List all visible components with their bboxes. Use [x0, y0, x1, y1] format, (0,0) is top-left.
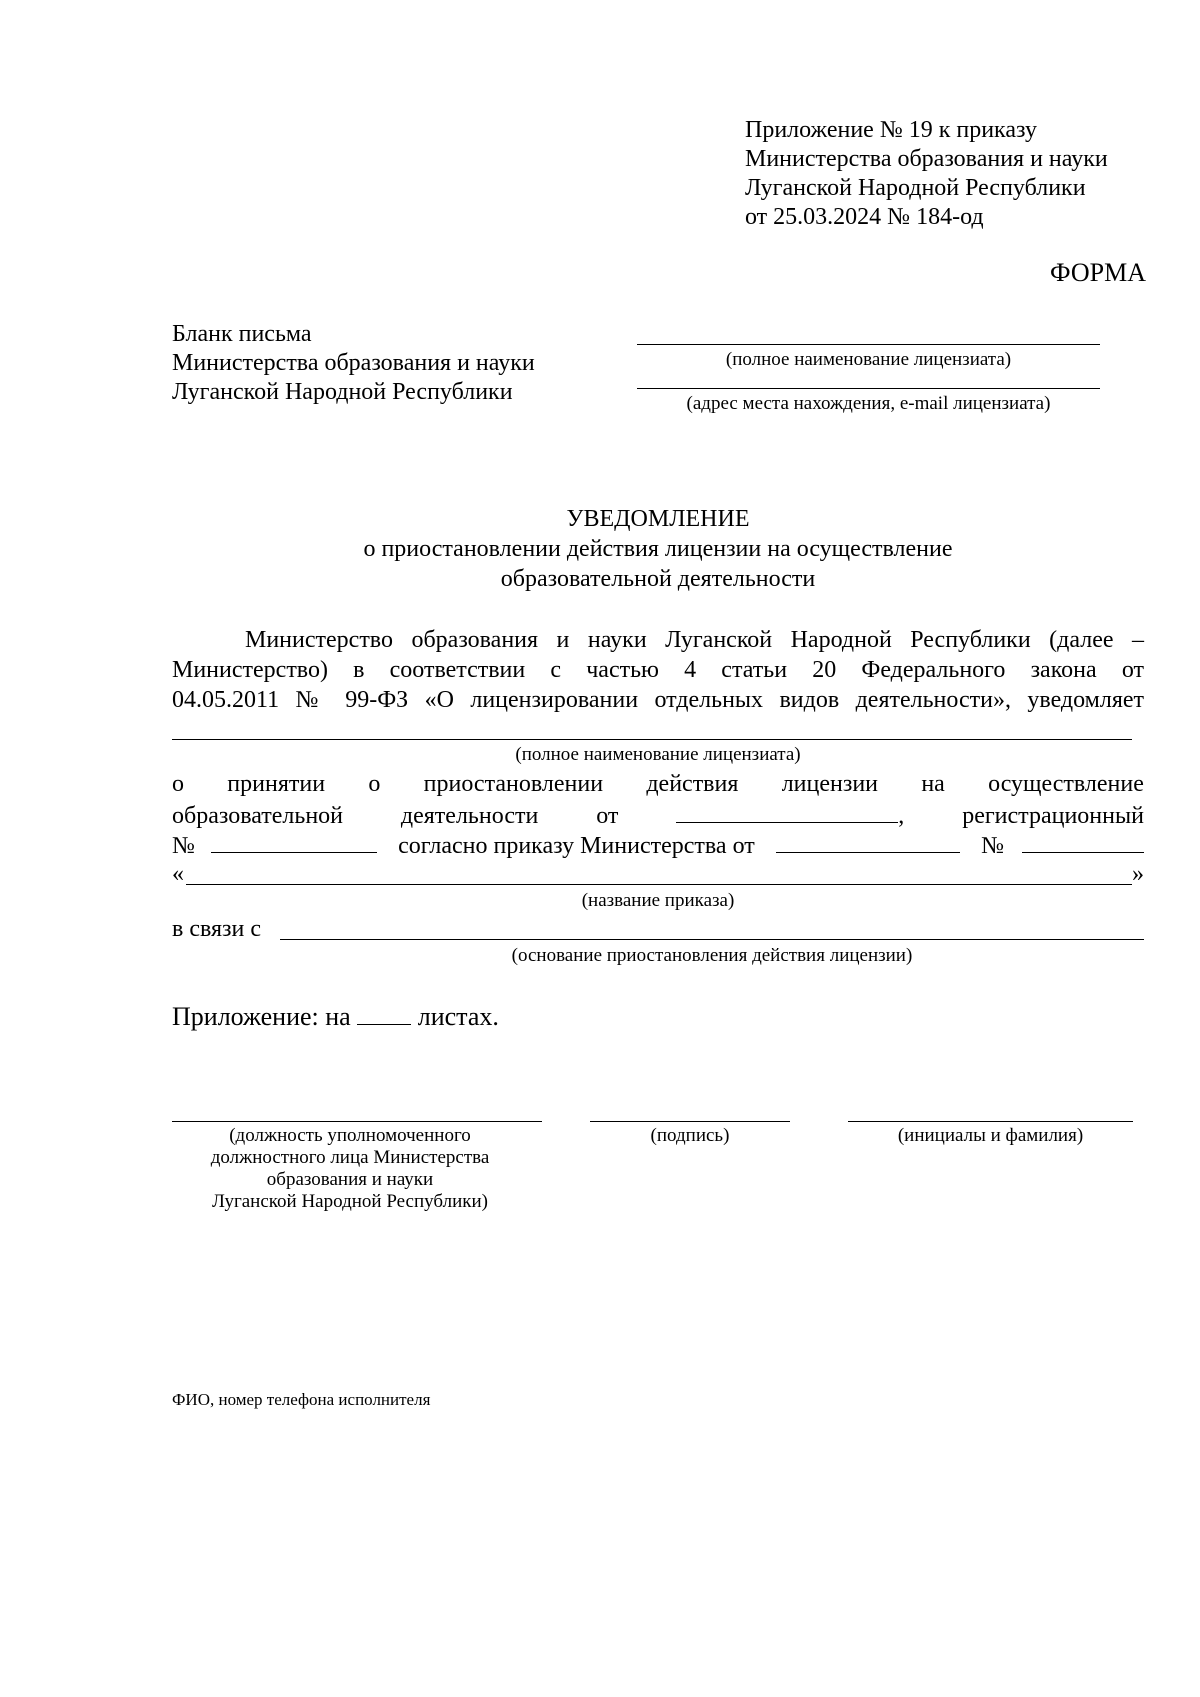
attachment-line	[172, 1000, 499, 1032]
name-line	[848, 1121, 1133, 1122]
body-line: 04.05.2011 № 99-ФЗ «О лицензировании отдельных видов деятельности», уведомляет	[172, 687, 1144, 713]
approval-line: от 25.03.2024 № 184-од	[745, 204, 984, 230]
body-word: образовательной	[172, 803, 343, 829]
licensee-name-line	[172, 739, 1132, 740]
approval-line: Луганской Народной Республики	[745, 175, 1086, 201]
letterhead-line: Министерства образования и науки	[172, 350, 535, 376]
signature-caption: (подпись)	[650, 1125, 730, 1146]
order-date-line	[776, 830, 960, 853]
recipient-name-caption: (полное наименование лицензиата)	[725, 349, 1012, 370]
body-word: лицензии	[781, 771, 879, 797]
attachment-prefix: Приложение: на	[172, 1002, 351, 1031]
body-word: регистрационный	[962, 803, 1144, 829]
position-caption-line: должностного лица Министерства	[210, 1147, 490, 1168]
body-word: действия	[646, 771, 739, 797]
body-text: согласно приказу Министерства от	[398, 833, 755, 859]
quote-open: «	[172, 861, 184, 887]
attachment-suffix: листах.	[417, 1002, 499, 1031]
executor-info: ФИО, номер телефона исполнителя	[172, 1390, 431, 1409]
body-word: осуществление	[988, 771, 1144, 797]
position-caption-line: образования и науки	[266, 1169, 434, 1190]
body-line	[172, 800, 1144, 831]
body-word: о	[172, 771, 184, 797]
body-line: Министерство образования и науки Луганской Народной Республики (далее –	[245, 627, 1144, 653]
form-label: ФОРМА	[1050, 258, 1146, 287]
body-word: о	[368, 771, 381, 797]
body-word: приостановлении	[423, 771, 604, 797]
letterhead-line: Бланк письма	[172, 321, 312, 347]
signature-line	[590, 1121, 790, 1122]
order-title-line	[186, 884, 1132, 885]
body-line	[172, 770, 1144, 799]
position-caption-line: Луганской Народной Республики)	[212, 1191, 488, 1212]
licensee-name-caption: (полное наименование лицензиата)	[515, 744, 801, 765]
name-caption: (инициалы и фамилия)	[897, 1125, 1084, 1146]
approval-line: Приложение № 19 к приказу	[745, 117, 1037, 143]
position-caption-line: (должность уполномоченного	[229, 1125, 471, 1146]
document-subtitle: о приостановлении действия лицензии на осуществление	[363, 536, 953, 562]
attachment-pages-line	[357, 1000, 411, 1025]
body-comma: ,	[898, 803, 905, 829]
number-sign: №	[981, 833, 1004, 859]
reason-line	[280, 939, 1144, 940]
position-caption	[165, 1125, 535, 1213]
number-sign: №	[172, 833, 195, 859]
approval-line: Министерства образования и науки	[745, 146, 1108, 172]
body-word: на	[921, 771, 945, 797]
registration-number-line	[211, 830, 377, 853]
approval-block	[745, 116, 1108, 232]
body-word: принятии	[227, 771, 326, 797]
letterhead-line: Луганской Народной Республики	[172, 379, 513, 405]
license-date-field	[676, 800, 904, 831]
body-word: от	[596, 803, 619, 829]
order-number-field	[981, 830, 1144, 861]
recipient-address-line	[637, 388, 1100, 389]
document-title: УВЕДОМЛЕНИЕ	[566, 506, 750, 532]
letterhead-block	[172, 320, 535, 407]
order-number-line	[1022, 830, 1144, 853]
registration-number-field	[172, 830, 377, 861]
body-line: Министерство) в соответствии с частью 4 статьи 20 Федерального закона от	[172, 657, 1144, 683]
document-subtitle: образовательной деятельности	[500, 566, 816, 592]
reason-caption: (основание приостановления действия лицензии)	[511, 945, 913, 966]
body-line	[172, 830, 1144, 861]
position-line	[172, 1121, 542, 1122]
order-title-caption: (название приказа)	[581, 890, 735, 911]
license-date-line	[676, 800, 898, 823]
recipient-name-line	[637, 344, 1100, 345]
body-word: деятельности	[400, 803, 539, 829]
reason-prefix: в связи с	[172, 916, 262, 942]
recipient-address-caption: (адрес места нахождения, e-mail лицензиата)	[686, 393, 1051, 414]
quote-close: »	[1132, 861, 1144, 887]
